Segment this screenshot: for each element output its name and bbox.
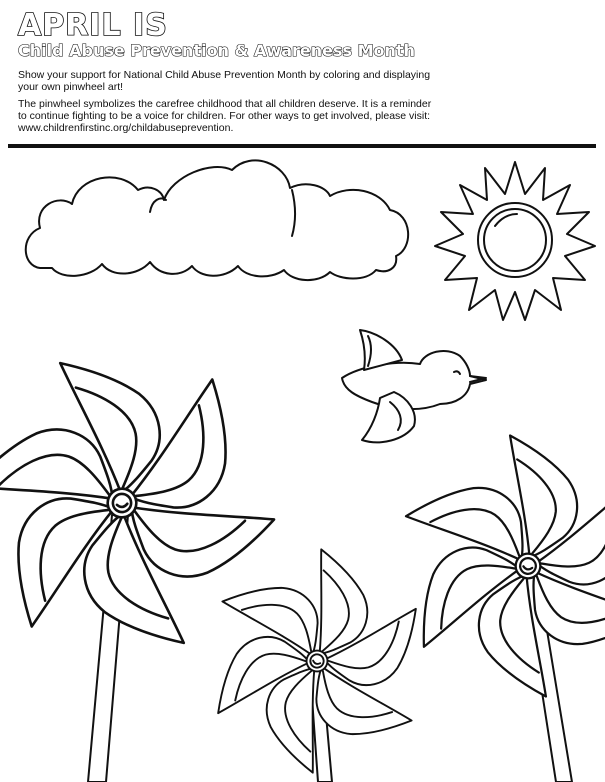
- sun-icon: [435, 162, 595, 320]
- page-title: APRIL IS: [18, 8, 168, 43]
- cloud-icon: [26, 160, 408, 280]
- bird-icon: [342, 330, 486, 442]
- pinwheel-icon: [0, 343, 286, 782]
- pinwheel-icon: [379, 420, 605, 782]
- intro-paragraph: Show your support for National Child Abuse Prevention Month by coloring and displaying your own pinwheel art!: [18, 69, 431, 93]
- page-subtitle: Child Abuse Prevention & Awareness Month: [18, 41, 415, 60]
- info-paragraph: The pinwheel symbolizes the carefree childhood that all children deserve. It is a reminder to continue fighting to be a voice for children. For other ways to get involved, please visit: www.childrenfirstinc.org/childabuseprevention.: [18, 98, 432, 134]
